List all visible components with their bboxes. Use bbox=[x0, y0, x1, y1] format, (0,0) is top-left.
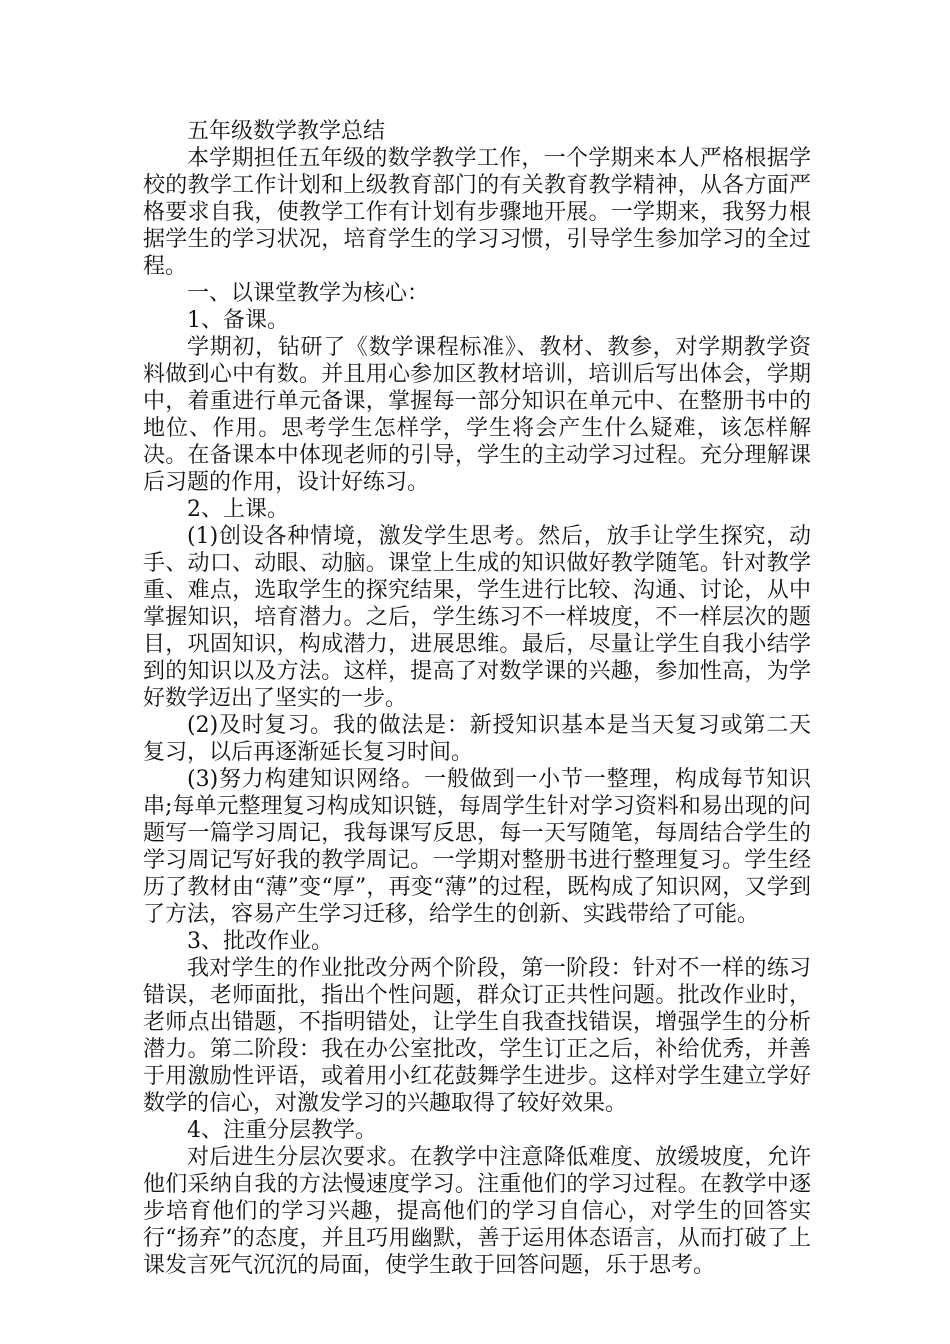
paragraph-teaching-2: (2)及时复习。我的做法是：新授知识基本是当天复习或第二天复习，以后再逐渐延长复习时间。 bbox=[143, 713, 811, 765]
paragraph-lesson-prep: 学期初，钻研了《数学课程标准》、教材、教参，对学期教学资料做到心中有数。并且用心参加区教材培训，培训后写出体会，学期中，着重进行单元备课，掌握每一部分知识在单元中、在整册书中的地位、作用。思考学生怎样学，学生将会产生什么疑难，该怎样解决。在备课本中体现老师的引导，学生的主动学习过程。充分理解课后习题的作用，设计好练习。 bbox=[143, 335, 811, 495]
subheading-lesson-prep: 1、备课。 bbox=[187, 308, 289, 333]
paragraph-teaching-1: (1)创设各种情境，激发学生思考。然后，放手让学生探究，动手、动口、动眼、动脑。课堂上生成的知识做好教学随笔。针对教学重、难点，选取学生的探究结果，学生进行比较、沟通、讨论，从中掌握知识，培育潜力。之后，学生练习不一样坡度，不一样层次的题目，巩固知识，构成潜力，进展思维。最后，尽量让学生自我小结学到的知识以及方法。这样，提高了对数学课的兴趣，参加性高，为学好数学迈出了坚实的一步。 bbox=[143, 524, 811, 711]
subheading-layered-teaching: 4、注重分层教学。 bbox=[187, 1118, 377, 1143]
document-page bbox=[143, 118, 811, 1279]
paragraph-teaching-3: (3)努力构建知识网络。一般做到一小节一整理，构成每节知识串;每单元整理复习构成知识链，每周学生针对学习资料和易出现的问题写一篇学习周记，我每课写反思，每一天写随笔，每周结合学生的学习周记写好我的教学周记。一学期对整册书进行整理复习。学生经历了教材由“薄”变“厚”，再变“薄”的过程，既构成了知识网，又学到了方法，容易产生学习迁移，给学生的创新、实践带给了可能。 bbox=[143, 767, 811, 927]
subheading-homework: 3、批改作业。 bbox=[187, 929, 333, 954]
subheading-teaching: 2、上课。 bbox=[187, 497, 289, 522]
document-title: 五年级数学教学总结 bbox=[187, 119, 386, 144]
paragraph-homework: 我对学生的作业批改分两个阶段，第一阶段：针对不一样的练习错误，老师面批，指出个性问题，群众订正共性问题。批改作业时，老师点出错题，不指明错处，让学生自我查找错误，增强学生的分析潜力。第二阶段：我在办公室批改，学生订正之后，补给优秀，并善于用激励性评语，或着用小红花鼓舞学生进步。这样对学生建立学好数学的信心，对激发学习的兴趣取得了较好效果。 bbox=[143, 956, 811, 1116]
paragraph-intro: 本学期担任五年级的数学教学工作，一个学期来本人严格根据学校的教学工作计划和上级教育部门的有关教育教学精神，从各方面严格要求自我，使教学工作有计划有步骤地开展。一学期来，我努力根据学生的学习状况，培育学生的学习习惯，引导学生参加学习的全过程。 bbox=[143, 146, 811, 279]
paragraph-layered-teaching: 对后进生分层次要求。在教学中注意降低难度、放缓坡度，允许他们采纳自我的方法慢速度学习。注重他们的学习过程。在教学中逐步培育他们的学习兴趣，提高他们的学习自信心，对学生的回答实行“扬弃”的态度，并且巧用幽默，善于运用体态语言，从而打破了上课发言死气沉沉的局面，使学生敢于回答问题，乐于思考。 bbox=[143, 1145, 811, 1278]
section-heading-classroom: 一、以课堂教学为核心： bbox=[187, 281, 430, 306]
